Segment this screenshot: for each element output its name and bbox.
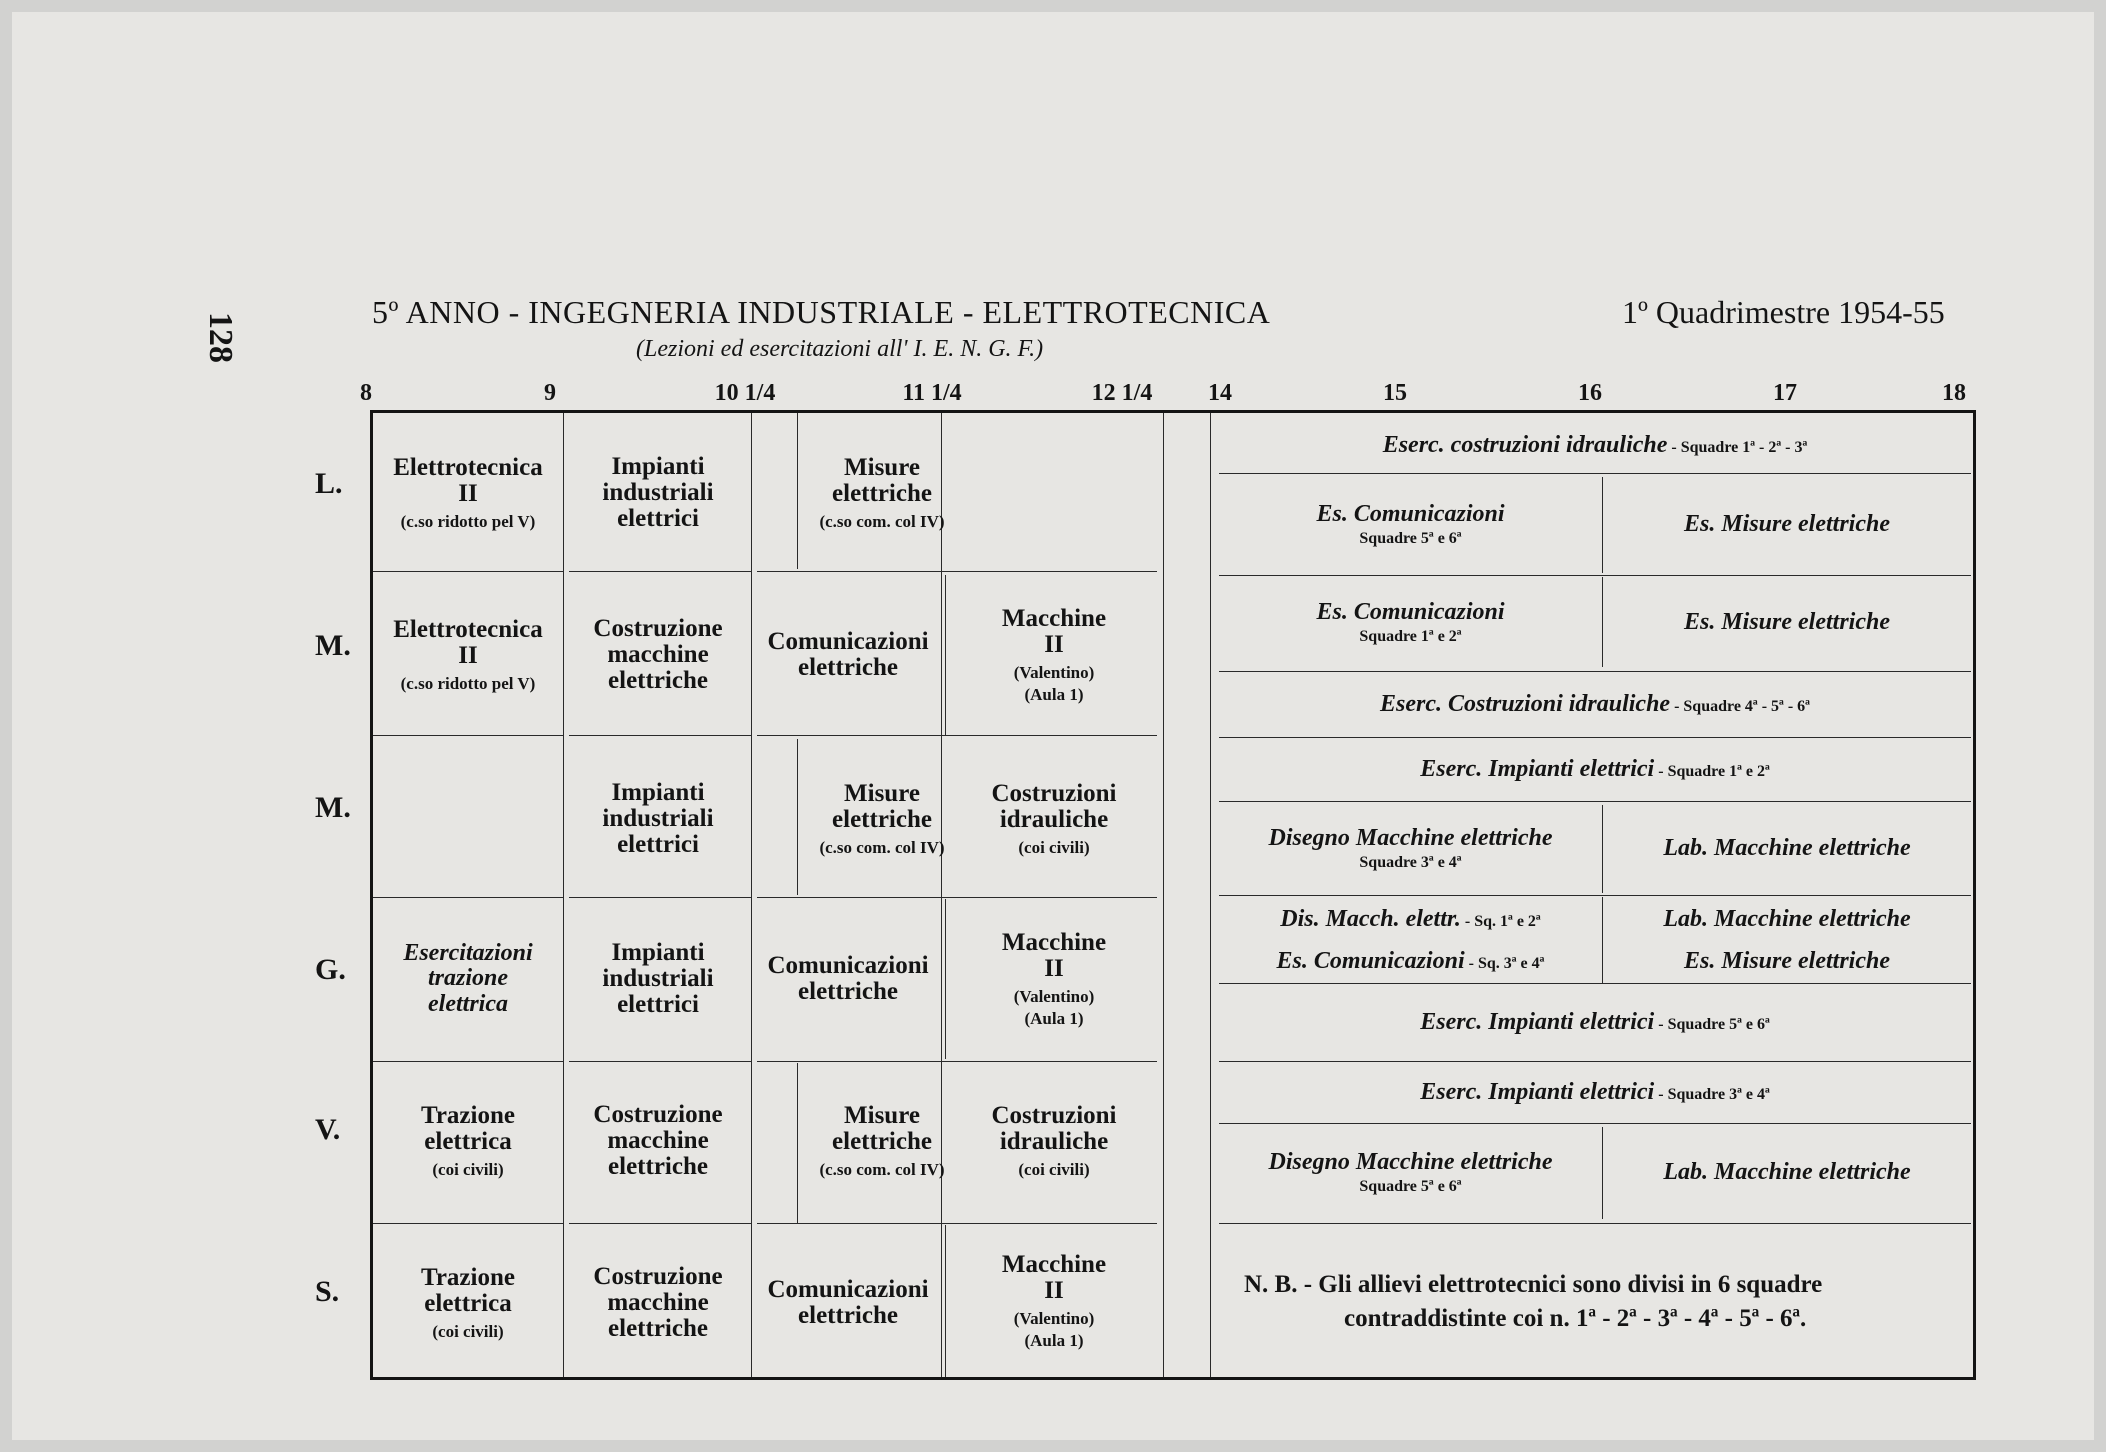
- lesson-line: Costruzioni: [991, 779, 1117, 807]
- lesson-cell: [753, 1243, 943, 1363]
- lesson-line: Costruzione: [593, 614, 723, 642]
- day-label-lunedi: L.: [315, 467, 343, 500]
- exercise-cell: [1603, 579, 1971, 667]
- lesson-line: II: [1044, 1277, 1064, 1305]
- exercise-title: Eserc. Impianti elettrici: [1420, 1009, 1655, 1036]
- hour-label: 18: [1942, 380, 1966, 406]
- squadre-label: Squadre 1ª - 2ª - 3ª: [1680, 439, 1808, 457]
- row-divider: [373, 1061, 563, 1062]
- exercise-title: Es. Comunicazioni: [1276, 948, 1465, 975]
- lesson-line: Macchine: [1001, 604, 1107, 632]
- exercise-cell: [1219, 1065, 1971, 1121]
- lesson-cell: [565, 919, 751, 1039]
- exercise-title: Eserc. Impianti elettrici: [1420, 1079, 1655, 1106]
- lesson-line: elettrici: [617, 831, 699, 859]
- lesson-note: (Aula 1): [1024, 1331, 1084, 1351]
- row-divider: [1219, 737, 1971, 738]
- separator: -: [1670, 698, 1684, 716]
- lesson-line: Macchine: [1001, 1250, 1107, 1278]
- row-divider: [757, 735, 1157, 736]
- lesson-line: elettriche: [798, 1302, 898, 1329]
- lesson-cell: [373, 433, 563, 553]
- lesson-line: Costruzione: [593, 1262, 723, 1290]
- lesson-line: industriali: [602, 964, 714, 992]
- hour-label: 17: [1773, 380, 1797, 406]
- hour-label: 15: [1383, 380, 1407, 406]
- timetable-grid: [370, 410, 1976, 1380]
- lesson-line: macchine: [607, 1288, 709, 1316]
- lesson-cell: [373, 919, 563, 1039]
- exercise-cell: [1219, 421, 1971, 471]
- lesson-line: elettriche: [832, 480, 932, 508]
- hour-label: 11 1/4: [902, 380, 962, 406]
- column-divider: [945, 575, 946, 735]
- lesson-subtitle: II: [458, 642, 478, 670]
- quadrimestre-label: 1º Quadrimestre 1954-55: [1622, 294, 1945, 330]
- lesson-line: Misure: [844, 1101, 920, 1129]
- hour-label: 8: [360, 380, 372, 406]
- lesson-note: (c.so com. col IV): [819, 512, 945, 532]
- nota-line: contraddistinte coi n. 1ª - 2ª - 3ª - 4ª - 5ª - 6ª.: [1344, 1304, 1807, 1332]
- row-divider: [569, 897, 751, 898]
- separator: -: [1667, 439, 1681, 457]
- day-label-venerdi: V.: [315, 1113, 341, 1146]
- lesson-cell: [797, 759, 967, 879]
- exercise-title: Eserc. Costruzioni idrauliche: [1380, 691, 1671, 718]
- page-subtitle: (Lezioni ed esercitazioni all' I. E. N. G. F.): [636, 336, 1044, 362]
- lesson-cell: [797, 433, 967, 553]
- hour-label: 12 1/4: [1091, 380, 1153, 406]
- column-divider: [751, 413, 752, 1377]
- row-divider: [1219, 671, 1971, 672]
- exercise-title: Es. Comunicazioni: [1316, 501, 1505, 527]
- row-divider: [1219, 1061, 1971, 1062]
- day-label-martedi: M.: [315, 629, 351, 662]
- exercise-cell: [1219, 941, 1602, 983]
- exercise-cell: [1219, 675, 1971, 735]
- squadre-label: Squadre 5ª e 6ª: [1359, 1178, 1462, 1196]
- lesson-line: II: [1044, 631, 1064, 659]
- lesson-note: (c.so com. col IV): [819, 1160, 945, 1180]
- column-divider: [945, 899, 946, 1059]
- lesson-line: Comunicazioni: [767, 627, 929, 655]
- row-divider: [569, 735, 751, 736]
- lesson-subtitle: II: [458, 480, 478, 508]
- separator: -: [1654, 1016, 1668, 1034]
- lesson-cell: [797, 1081, 967, 1201]
- row-divider: [757, 1061, 1157, 1062]
- document-page: [12, 12, 2094, 1440]
- nota-bene: [1244, 1268, 1822, 1336]
- lesson-note: (coi civili): [1018, 1160, 1090, 1180]
- day-label-giovedi: G.: [315, 953, 346, 986]
- lesson-line: Trazione: [421, 1263, 515, 1291]
- exercise-cell: [1603, 899, 1971, 941]
- lesson-note: (Aula 1): [1024, 1009, 1084, 1029]
- exercise-cell: [1219, 579, 1602, 667]
- row-divider: [373, 571, 563, 572]
- column-divider: [945, 1225, 946, 1377]
- exercise-title: Eserc. Impianti elettrici: [1420, 756, 1655, 783]
- lesson-line: elettriche: [798, 978, 898, 1005]
- lesson-note: (c.so com. col IV): [819, 838, 945, 858]
- lesson-line: elettriche: [608, 667, 708, 695]
- lesson-cell: [947, 759, 1161, 879]
- lesson-cell: [947, 1231, 1161, 1371]
- lesson-note: (c.so ridotto pel V): [400, 512, 536, 532]
- column-divider: [1163, 413, 1164, 1377]
- exercise-cell: [1219, 477, 1602, 573]
- lesson-cell: [373, 1081, 563, 1201]
- lesson-note: (Valentino): [1013, 987, 1095, 1007]
- row-divider: [373, 1223, 563, 1224]
- separator: -: [1460, 913, 1475, 931]
- lesson-title: Elettrotecnica: [393, 615, 543, 643]
- lesson-line: II: [1044, 955, 1064, 983]
- lesson-note: (coi civili): [432, 1160, 504, 1180]
- row-divider: [373, 897, 563, 898]
- exercise-title: Es. Misure elettriche: [1683, 609, 1890, 636]
- row-divider: [757, 1223, 1157, 1224]
- lesson-line: elettrici: [617, 991, 699, 1019]
- hour-label: 10 1/4: [714, 380, 776, 406]
- lesson-cell: [565, 595, 751, 715]
- exercise-title: Lab. Macchine elettriche: [1663, 1159, 1911, 1186]
- lesson-line: Impianti: [611, 938, 705, 966]
- column-divider: [1210, 413, 1211, 1377]
- row-divider: [757, 571, 1157, 572]
- day-label-mercoledi: M.: [315, 791, 351, 824]
- lesson-line: idrauliche: [999, 806, 1109, 834]
- lesson-line: Esercitazioni: [403, 940, 533, 967]
- lesson-note: (coi civili): [432, 1322, 504, 1342]
- row-divider: [1219, 983, 1971, 984]
- hour-label: 14: [1208, 380, 1232, 406]
- row-divider: [1219, 895, 1971, 896]
- lesson-line: Impianti: [611, 778, 705, 806]
- lesson-line: elettrici: [617, 505, 699, 533]
- lesson-cell: [947, 909, 1161, 1049]
- lesson-line: Costruzione: [593, 1100, 723, 1128]
- separator: -: [1654, 763, 1668, 781]
- hour-label: 9: [544, 380, 556, 406]
- page-number: 128: [202, 312, 239, 363]
- lesson-cell: [373, 1243, 563, 1363]
- lesson-line: elettriche: [798, 654, 898, 681]
- squadre-label: Squadre 3ª e 4ª: [1359, 854, 1462, 872]
- lesson-cell: [753, 919, 943, 1039]
- lesson-line: Misure: [844, 453, 920, 481]
- lesson-line: elettriche: [608, 1153, 708, 1181]
- squadre-label: Squadre 5ª e 6ª: [1359, 530, 1462, 548]
- exercise-title: Lab. Macchine elettriche: [1663, 835, 1911, 862]
- row-divider: [1219, 1123, 1971, 1124]
- lesson-cell: [565, 1081, 751, 1201]
- separator: -: [1654, 1086, 1668, 1104]
- nota-line: N. B. - Gli allievi elettrotecnici sono divisi in 6 squadre: [1244, 1271, 1823, 1298]
- lesson-title: Elettrotecnica: [393, 453, 543, 481]
- lesson-line: industriali: [602, 804, 714, 832]
- exercise-cell: [1219, 1127, 1602, 1219]
- lesson-line: elettriche: [832, 806, 932, 834]
- row-divider: [1219, 473, 1971, 474]
- lesson-line: macchine: [607, 640, 709, 668]
- lesson-cell: [753, 595, 943, 715]
- squadre-label: Squadre 1ª e 2ª: [1667, 763, 1770, 781]
- row-divider: [569, 571, 751, 572]
- exercise-title: Eserc. costruzioni idrauliche: [1382, 432, 1668, 459]
- lesson-line: Costruzioni: [991, 1101, 1117, 1129]
- exercise-title: Es. Misure elettriche: [1683, 948, 1890, 975]
- squadre-label: Squadre 4ª - 5ª - 6ª: [1683, 698, 1810, 716]
- lesson-note: (Valentino): [1013, 1309, 1095, 1329]
- lesson-line: industriali: [602, 478, 714, 506]
- exercise-cell: [1603, 941, 1971, 983]
- squadre-label: Sq. 1ª e 2ª: [1474, 913, 1541, 931]
- lesson-line: elettrica: [424, 1290, 512, 1318]
- exercise-title: Lab. Macchine elettriche: [1663, 906, 1911, 933]
- lesson-line: trazione: [427, 965, 508, 992]
- row-divider: [1219, 801, 1971, 802]
- exercise-cell: [1219, 899, 1602, 941]
- exercise-title: Dis. Macch. elettr.: [1280, 906, 1461, 933]
- exercise-cell: [1603, 805, 1971, 893]
- exercise-title: Disegno Macchine elettriche: [1268, 825, 1553, 851]
- hour-label: 16: [1578, 380, 1602, 406]
- lesson-note: (c.so ridotto pel V): [400, 674, 536, 694]
- squadre-label: Squadre 1ª e 2ª: [1359, 628, 1462, 646]
- lesson-note: (coi civili): [1018, 838, 1090, 858]
- lesson-line: Macchine: [1001, 928, 1107, 956]
- lesson-line: idrauliche: [999, 1128, 1109, 1156]
- lesson-line: Comunicazioni: [767, 1275, 929, 1303]
- lesson-line: elettrica: [428, 990, 508, 1017]
- exercise-cell: [1219, 805, 1602, 893]
- lesson-note: (Aula 1): [1024, 685, 1084, 705]
- exercise-title: Es. Comunicazioni: [1316, 599, 1505, 625]
- lesson-line: Trazione: [421, 1101, 515, 1129]
- row-divider: [569, 1061, 751, 1062]
- lesson-line: elettriche: [608, 1315, 708, 1343]
- lesson-cell: [947, 1081, 1161, 1201]
- exercise-cell: [1219, 741, 1971, 799]
- squadre-label: Sq. 3ª e 4ª: [1477, 955, 1545, 973]
- lesson-cell: [565, 433, 751, 553]
- exercise-cell: [1603, 1127, 1971, 1219]
- squadre-label: Squadre 5ª e 6ª: [1667, 1016, 1770, 1034]
- lesson-line: Comunicazioni: [767, 951, 929, 979]
- exercise-cell: [1603, 477, 1971, 573]
- row-divider: [1219, 575, 1971, 576]
- lesson-cell: [565, 1243, 751, 1363]
- lesson-note: (Valentino): [1013, 663, 1095, 683]
- lesson-line: elettriche: [832, 1128, 932, 1156]
- separator: -: [1464, 955, 1478, 973]
- lesson-cell: [947, 585, 1161, 725]
- row-divider: [373, 735, 563, 736]
- lesson-line: Impianti: [611, 452, 705, 480]
- lesson-line: macchine: [607, 1126, 709, 1154]
- exercise-cell: [1219, 987, 1971, 1059]
- lesson-line: Misure: [844, 779, 920, 807]
- lesson-line: elettrica: [424, 1128, 512, 1156]
- page-title: 5º ANNO - INGEGNERIA INDUSTRIALE - ELETTROTECNICA: [372, 294, 1271, 330]
- row-divider: [757, 897, 1157, 898]
- row-divider: [1219, 1223, 1971, 1224]
- lesson-cell: [565, 759, 751, 879]
- column-divider: [941, 413, 942, 1377]
- squadre-label: Squadre 3ª e 4ª: [1667, 1086, 1770, 1104]
- column-divider: [563, 413, 564, 1377]
- row-divider: [569, 1223, 751, 1224]
- exercise-title: Es. Misure elettriche: [1683, 511, 1890, 538]
- lesson-cell: [373, 595, 563, 715]
- day-label-sabato: S.: [315, 1275, 340, 1308]
- exercise-title: Disegno Macchine elettriche: [1268, 1149, 1553, 1175]
